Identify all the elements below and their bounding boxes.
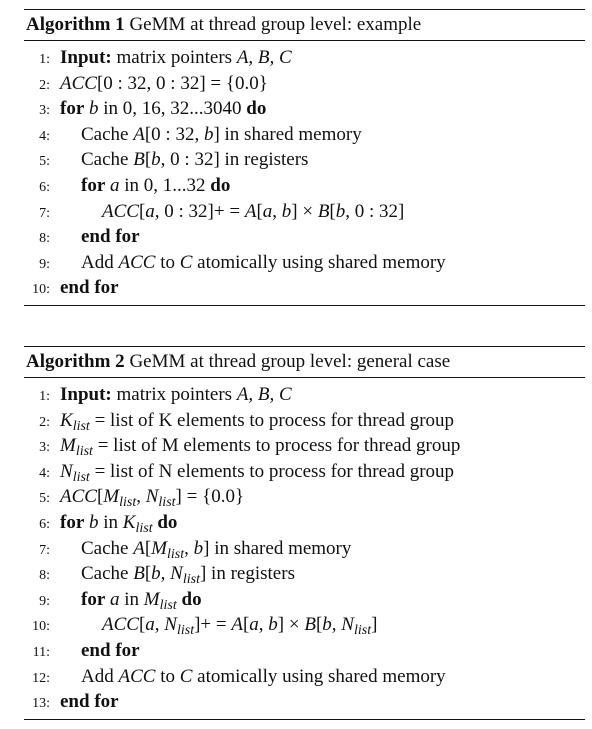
line-number: 3: <box>39 103 50 119</box>
variable: a <box>249 614 259 636</box>
variable: a <box>110 174 120 196</box>
variable: A <box>231 614 243 636</box>
variable: N <box>164 614 177 636</box>
algorithm-2-block <box>24 346 585 720</box>
keyword: Input: <box>60 47 112 68</box>
line-text: Cache <box>81 123 134 145</box>
algorithm-line <box>24 408 585 434</box>
variable: A, B, C <box>236 384 292 405</box>
line-text: , <box>160 563 171 585</box>
line-text: , <box>154 614 165 636</box>
line-text: [ <box>242 614 250 636</box>
keyword: for <box>81 174 106 196</box>
variable: M <box>60 435 76 457</box>
algorithm-label: Algorithm 2 <box>26 351 125 372</box>
keyword: end for <box>60 691 119 713</box>
bottom-rule <box>24 719 585 720</box>
algorithm-line <box>24 45 585 71</box>
bottom-rule <box>24 305 585 306</box>
variable: b <box>203 123 214 145</box>
line-content <box>60 45 292 71</box>
subscript: list <box>72 469 90 485</box>
algorithm-title: GeMM at thread group level: general case <box>129 351 451 372</box>
variable: b <box>268 614 278 636</box>
line-text: [ <box>256 200 263 222</box>
variable: a <box>145 200 155 222</box>
line-number: 12: <box>32 670 50 686</box>
keyword: for <box>60 511 85 533</box>
keyword: end for <box>81 639 140 661</box>
variable: C <box>179 251 193 273</box>
line-text: , <box>331 614 342 636</box>
algorithm-lines <box>24 41 585 305</box>
line-number: 1: <box>39 389 50 404</box>
subscript: list <box>158 495 176 511</box>
line-text: = list of K elements to process for thread group <box>89 409 455 431</box>
line-text: , 0 : 32]+ = <box>154 200 245 222</box>
line-content <box>81 147 308 173</box>
line-number: 8: <box>39 231 50 247</box>
line-number: 5: <box>39 491 50 507</box>
line-number: 6: <box>39 516 50 532</box>
line-text: , <box>258 614 269 636</box>
line-text: ]+ = <box>194 614 232 636</box>
algorithm-line <box>24 484 585 510</box>
line-number: 10: <box>32 282 50 298</box>
variable: ACC <box>102 614 139 636</box>
subscript: list <box>353 623 372 639</box>
algorithm-caption <box>24 10 585 40</box>
variable: B <box>133 149 145 171</box>
algorithm-line <box>24 638 585 664</box>
line-text: [ <box>144 149 152 171</box>
line-number: 4: <box>39 128 50 144</box>
subscript: list <box>167 546 185 562</box>
variable: M <box>151 537 167 559</box>
algorithm-line <box>24 122 585 148</box>
variable: A <box>133 537 145 559</box>
line-text: , <box>184 537 194 559</box>
variable: N <box>145 486 159 508</box>
algorithm-1-block <box>24 9 585 306</box>
line-text: to <box>155 251 180 273</box>
line-text: atomically using shared memory <box>192 251 446 273</box>
algorithm-caption <box>24 347 585 377</box>
algorithm-line <box>24 664 585 690</box>
variable: K <box>122 511 136 533</box>
variable: A <box>133 123 145 145</box>
line-number: 2: <box>39 414 50 430</box>
algorithm-line <box>24 459 585 485</box>
line-text: ] in shared memory <box>213 123 362 145</box>
variable: ACC <box>102 200 139 222</box>
variable: a <box>110 588 120 610</box>
algorithm-line <box>24 587 585 613</box>
line-content <box>60 96 266 122</box>
line-text: Cache <box>81 563 134 585</box>
line-text: , 0 : 32] <box>345 200 405 222</box>
line-number: 1: <box>39 52 50 67</box>
keyword: do <box>246 98 267 120</box>
line-text: , <box>136 486 146 508</box>
line-text: Add <box>81 665 119 687</box>
variable: A, B, C <box>236 47 292 68</box>
line-text: [0 : 32, 0 : 32] = {0.0} <box>96 72 268 94</box>
line-number: 7: <box>39 542 50 558</box>
line-text: [ <box>138 200 146 222</box>
line-content <box>81 250 446 276</box>
line-text: ] in registers <box>199 563 295 585</box>
keyword: for <box>60 98 85 120</box>
line-content <box>60 275 119 301</box>
line-text: [ <box>315 614 323 636</box>
line-text: in 0, 1...32 <box>119 174 211 196</box>
variable: N <box>60 460 73 482</box>
variable: M <box>103 486 120 508</box>
line-number: 2: <box>39 77 50 93</box>
line-number: 8: <box>39 568 50 584</box>
algorithm-line <box>24 250 585 276</box>
line-number: 9: <box>39 593 50 609</box>
line-text: Cache <box>81 537 134 559</box>
line-text: [ <box>144 563 152 585</box>
line-number: 5: <box>39 154 50 170</box>
line-text: in 0, 16, 32...3040 <box>98 98 247 120</box>
line-content <box>81 664 446 690</box>
subscript: list <box>182 572 200 588</box>
line-content <box>81 224 140 250</box>
variable: ACC <box>118 251 156 273</box>
algorithm-line <box>24 199 585 225</box>
line-text: ] × <box>291 200 318 222</box>
algorithm-line <box>24 433 585 459</box>
line-content <box>81 122 362 148</box>
algorithm-line <box>24 561 585 587</box>
variable: ACC <box>60 486 97 508</box>
keyword: end for <box>81 226 140 248</box>
algorithm-line <box>24 71 585 97</box>
line-text: [ <box>96 486 104 508</box>
line-text: Cache <box>81 149 134 171</box>
line-text: ] × <box>277 614 305 636</box>
variable: ACC <box>118 665 156 687</box>
variable: ACC <box>60 72 97 94</box>
algorithm-title: GeMM at thread group level: example <box>129 14 422 35</box>
line-text: matrix pointers <box>111 47 237 68</box>
algorithm-line <box>24 382 585 408</box>
line-text: ] <box>371 614 378 636</box>
subscript: list <box>135 520 153 536</box>
line-text: [ <box>144 537 152 559</box>
line-number: 10: <box>32 619 50 635</box>
line-content <box>60 71 268 97</box>
subscript: list <box>75 444 93 460</box>
variable: b <box>322 614 332 636</box>
line-number: 11: <box>32 644 50 660</box>
variable: a <box>262 200 273 222</box>
variable: b <box>151 149 161 171</box>
variable: b <box>89 98 99 120</box>
variable: A <box>244 200 257 222</box>
algorithm-lines <box>24 378 585 719</box>
subscript: list <box>159 597 177 613</box>
line-content <box>102 199 404 225</box>
algorithm-line <box>24 612 585 638</box>
variable: C <box>179 665 193 687</box>
keyword: do <box>210 174 231 196</box>
variable: b <box>281 200 292 222</box>
variable: B <box>133 563 145 585</box>
line-content <box>81 638 140 664</box>
line-text: matrix pointers <box>111 384 237 405</box>
line-content <box>60 382 292 408</box>
algorithm-line <box>24 173 585 199</box>
line-number: 7: <box>39 205 50 221</box>
subscript: list <box>72 418 90 434</box>
line-text: [ <box>138 614 146 636</box>
keyword: Input: <box>60 384 112 405</box>
variable: N <box>170 563 183 585</box>
line-text: to <box>155 665 180 687</box>
subscript: list <box>176 623 195 639</box>
line-text: [0 : 32, <box>144 123 204 145</box>
subscript: list <box>119 495 137 511</box>
algorithm-line <box>24 96 585 122</box>
line-content <box>81 173 230 199</box>
variable: B <box>304 614 316 636</box>
variable: M <box>143 588 160 610</box>
line-text: Add <box>81 251 119 273</box>
line-number: 3: <box>39 440 50 456</box>
line-text: ] in shared memory <box>203 537 352 559</box>
keyword: do <box>157 511 178 533</box>
variable: B <box>317 200 330 222</box>
line-text: atomically using shared memory <box>192 665 446 687</box>
line-text: in <box>98 511 123 533</box>
line-number: 9: <box>39 256 50 272</box>
algorithm-line <box>24 510 585 536</box>
keyword: do <box>181 588 202 610</box>
line-text: ] = {0.0} <box>175 486 245 508</box>
line-text: = list of N elements to process for thread group <box>89 460 455 482</box>
variable: b <box>335 200 346 222</box>
line-number: 13: <box>32 696 50 712</box>
variable: K <box>60 409 73 431</box>
line-content <box>60 689 119 715</box>
algorithm-line <box>24 536 585 562</box>
variable: b <box>89 511 99 533</box>
keyword: end for <box>60 277 119 299</box>
variable: b <box>193 537 204 559</box>
line-text: in <box>119 588 144 610</box>
algorithm-line <box>24 275 585 301</box>
line-number: 4: <box>39 465 50 481</box>
algorithm-line <box>24 147 585 173</box>
algorithm-line <box>24 689 585 715</box>
variable: b <box>151 563 161 585</box>
line-text: [ <box>329 200 336 222</box>
variable: N <box>341 614 354 636</box>
line-text: , 0 : 32] in registers <box>160 149 309 171</box>
algorithm-label: Algorithm 1 <box>26 14 125 35</box>
line-text: , <box>272 200 282 222</box>
algorithm-line <box>24 224 585 250</box>
keyword: for <box>81 588 106 610</box>
line-text: = list of M elements to process for thread group <box>92 435 461 457</box>
line-number: 6: <box>39 179 50 195</box>
variable: a <box>145 614 155 636</box>
